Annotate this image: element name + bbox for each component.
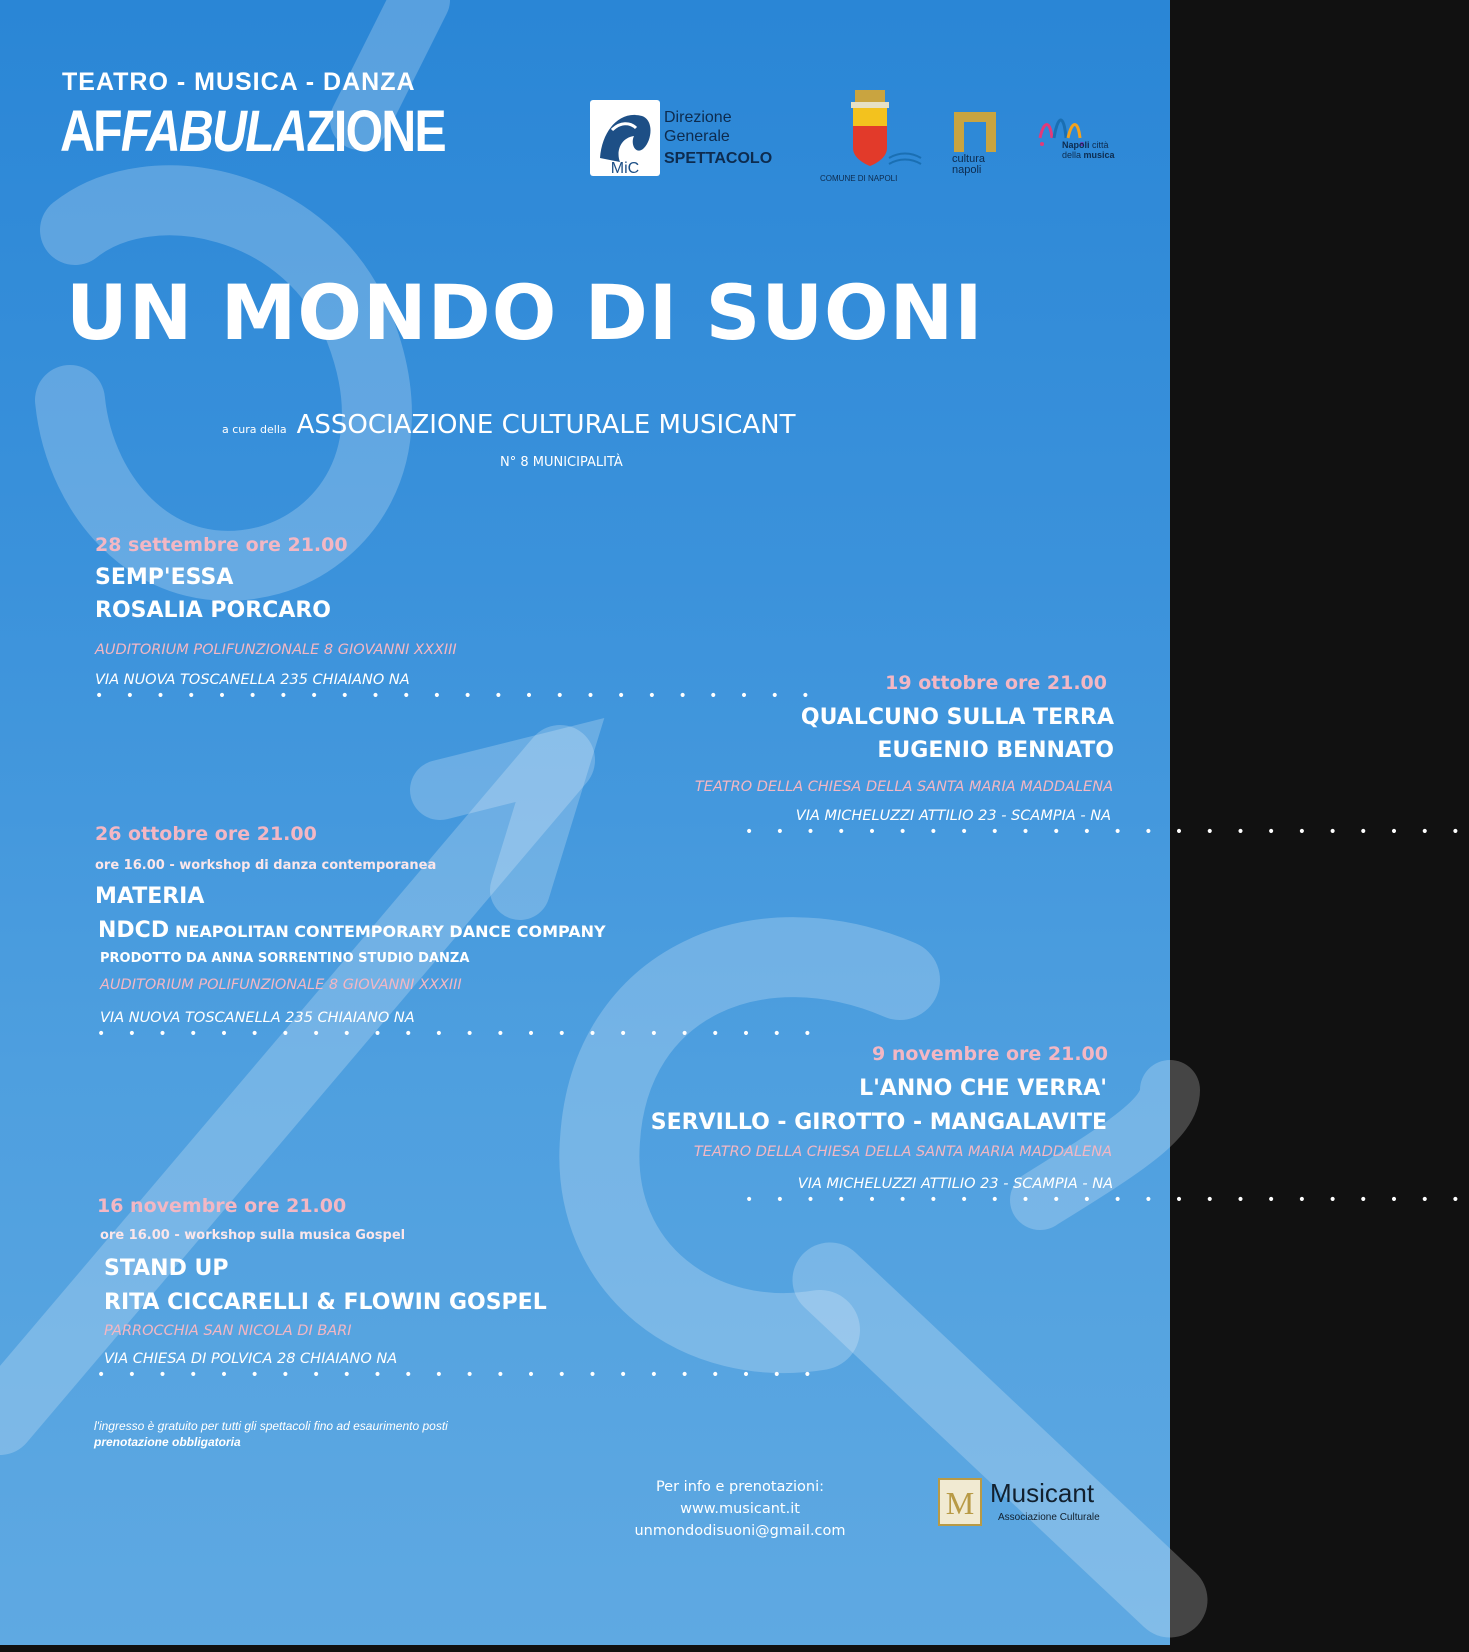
event-5-divider: • • • • • • • • • • • • • • • • • • • • • • • • xyxy=(97,1367,821,1383)
mic-label xyxy=(664,108,772,168)
event-3-produced: PRODOTTO DA ANNA SORRENTINO STUDIO DANZA xyxy=(100,951,470,966)
info-email[interactable]: unmondodisuoni@gmail.com xyxy=(634,1523,846,1539)
brand-logo-text xyxy=(60,98,445,165)
event-2-artist: EUGENIO BENNATO xyxy=(877,738,1114,763)
event-5-date: 16 novembre ore 21.00 xyxy=(97,1195,347,1217)
curated-name: ASSOCIAZIONE CULTURALE MUSICANT xyxy=(296,410,796,440)
curated-prefix: a cura della xyxy=(222,423,287,436)
musicant-mark: M xyxy=(945,1485,975,1521)
event-1-title: SEMP'ESSA xyxy=(95,565,234,590)
event-2-title: QUALCUNO SULLA TERRA xyxy=(800,705,1114,730)
event-3-venue: AUDITORIUM POLIFUNZIONALE 8 GIOVANNI XXXIII xyxy=(100,977,462,993)
event-3-workshop: ore 16.00 - workshop di danza contemporanea xyxy=(95,858,437,873)
info-heading: Per info e prenotazioni: xyxy=(655,1479,825,1495)
event-2-date: 19 ottobre ore 21.00 xyxy=(885,672,1107,694)
event-4-address: VIA MICHELUZZI ATTILIO 23 - SCAMPIA - NA xyxy=(797,1176,1113,1192)
entry-note-line2: prenotazione obbligatoria xyxy=(94,1435,241,1449)
event-1-address: VIA NUOVA TOSCANELLA 235 CHIAIANO NA xyxy=(95,672,410,688)
musicant-name: Musicant xyxy=(990,1478,1095,1508)
municipality: N° 8 MUNICIPALITÀ xyxy=(500,455,623,470)
event-4-date: 9 novembre ore 21.00 xyxy=(872,1043,1108,1065)
main-title: UN MONDO DI SUONI xyxy=(66,268,984,357)
curated-by xyxy=(222,410,795,440)
mic-mark-text: MiC xyxy=(610,160,640,177)
event-1-date: 28 settembre ore 21.00 xyxy=(95,534,348,556)
event-3-address: VIA NUOVA TOSCANELLA 235 CHIAIANO NA xyxy=(100,1010,415,1026)
event-3-company xyxy=(98,918,606,943)
musicant-subtitle: Associazione Culturale xyxy=(998,1512,1100,1523)
info-website[interactable]: www.musicant.it xyxy=(680,1501,800,1517)
cultura-label xyxy=(952,154,985,176)
brand-af: AF xyxy=(60,99,121,164)
napoli-musica-line3: musica xyxy=(1083,150,1115,160)
event-3-company-acronym: NDCD xyxy=(98,918,170,943)
entry-note xyxy=(94,1418,448,1450)
event-1-artist: ROSALIA PORCARO xyxy=(95,598,331,623)
event-4-venue: TEATRO DELLA CHIESA DELLA SANTA MARIA MADDALENA xyxy=(693,1144,1112,1160)
event-3-date: 26 ottobre ore 21.00 xyxy=(95,823,317,845)
event-5-artist: RITA CICCARELLI & FLOWIN GOSPEL xyxy=(104,1290,547,1315)
cultura-line2: napoli xyxy=(952,164,982,176)
event-4-artist: SERVILLO - GIROTTO - MANGALAVITE xyxy=(650,1110,1107,1135)
cultura-line1: cultura xyxy=(952,153,986,165)
bottom-border xyxy=(0,1645,1170,1652)
napoli-musica-line2: della xyxy=(1062,150,1082,160)
mic-line2: Generale xyxy=(664,128,730,145)
event-5-title: STAND UP xyxy=(104,1256,229,1281)
event-4-title: L'ANNO CHE VERRA' xyxy=(859,1076,1107,1101)
event-2-address: VIA MICHELUZZI ATTILIO 23 - SCAMPIA - NA xyxy=(795,808,1111,824)
comune-napoli-crest-icon xyxy=(815,88,925,182)
event-5-workshop: ore 16.00 - workshop sulla musica Gospel xyxy=(100,1228,406,1243)
contact-info xyxy=(616,1476,864,1542)
event-2-divider: • • • • • • • • • • • • • • • • • • • • • • • • xyxy=(745,824,1469,840)
brand-zione: ZIONE xyxy=(306,99,445,164)
event-3-company-name: NEAPOLITAN CONTEMPORARY DANCE COMPANY xyxy=(175,922,606,941)
napoli-musica-line1: Napoli xyxy=(1062,140,1090,150)
event-1-divider: • • • • • • • • • • • • • • • • • • • • • • • • xyxy=(95,688,819,704)
event-5-venue: PARROCCHIA SAN NICOLA DI BARI xyxy=(104,1323,352,1339)
entry-note-line1: l'ingresso è gratuito per tutti gli spettacoli fino ad esaurimento posti xyxy=(94,1419,448,1433)
event-1-venue: AUDITORIUM POLIFUNZIONALE 8 GIOVANNI XXXIII xyxy=(95,642,457,658)
event-4-divider: • • • • • • • • • • • • • • • • • • • • • • • • xyxy=(745,1192,1469,1208)
brand-tagline: TEATRO - MUSICA - DANZA xyxy=(62,68,416,96)
event-2-venue: TEATRO DELLA CHIESA DELLA SANTA MARIA MADDALENA xyxy=(694,779,1113,795)
mic-line1: Direzione xyxy=(664,109,732,126)
comune-label: COMUNE DI NAPOLI xyxy=(820,174,898,183)
mic-mark xyxy=(590,158,660,178)
napoli-musica-label xyxy=(1062,140,1115,160)
napoli-musica-line4: città xyxy=(1092,140,1109,150)
musicant-logo-icon xyxy=(938,1478,982,1526)
event-5-address: VIA CHIESA DI POLVICA 28 CHIAIANO NA xyxy=(104,1351,398,1367)
event-3-title: MATERIA xyxy=(95,884,205,909)
brand-fabula: FABULA xyxy=(120,99,307,164)
event-3-divider: • • • • • • • • • • • • • • • • • • • • • • • • xyxy=(97,1026,821,1042)
mic-line3: SPETTACOLO xyxy=(664,150,773,167)
